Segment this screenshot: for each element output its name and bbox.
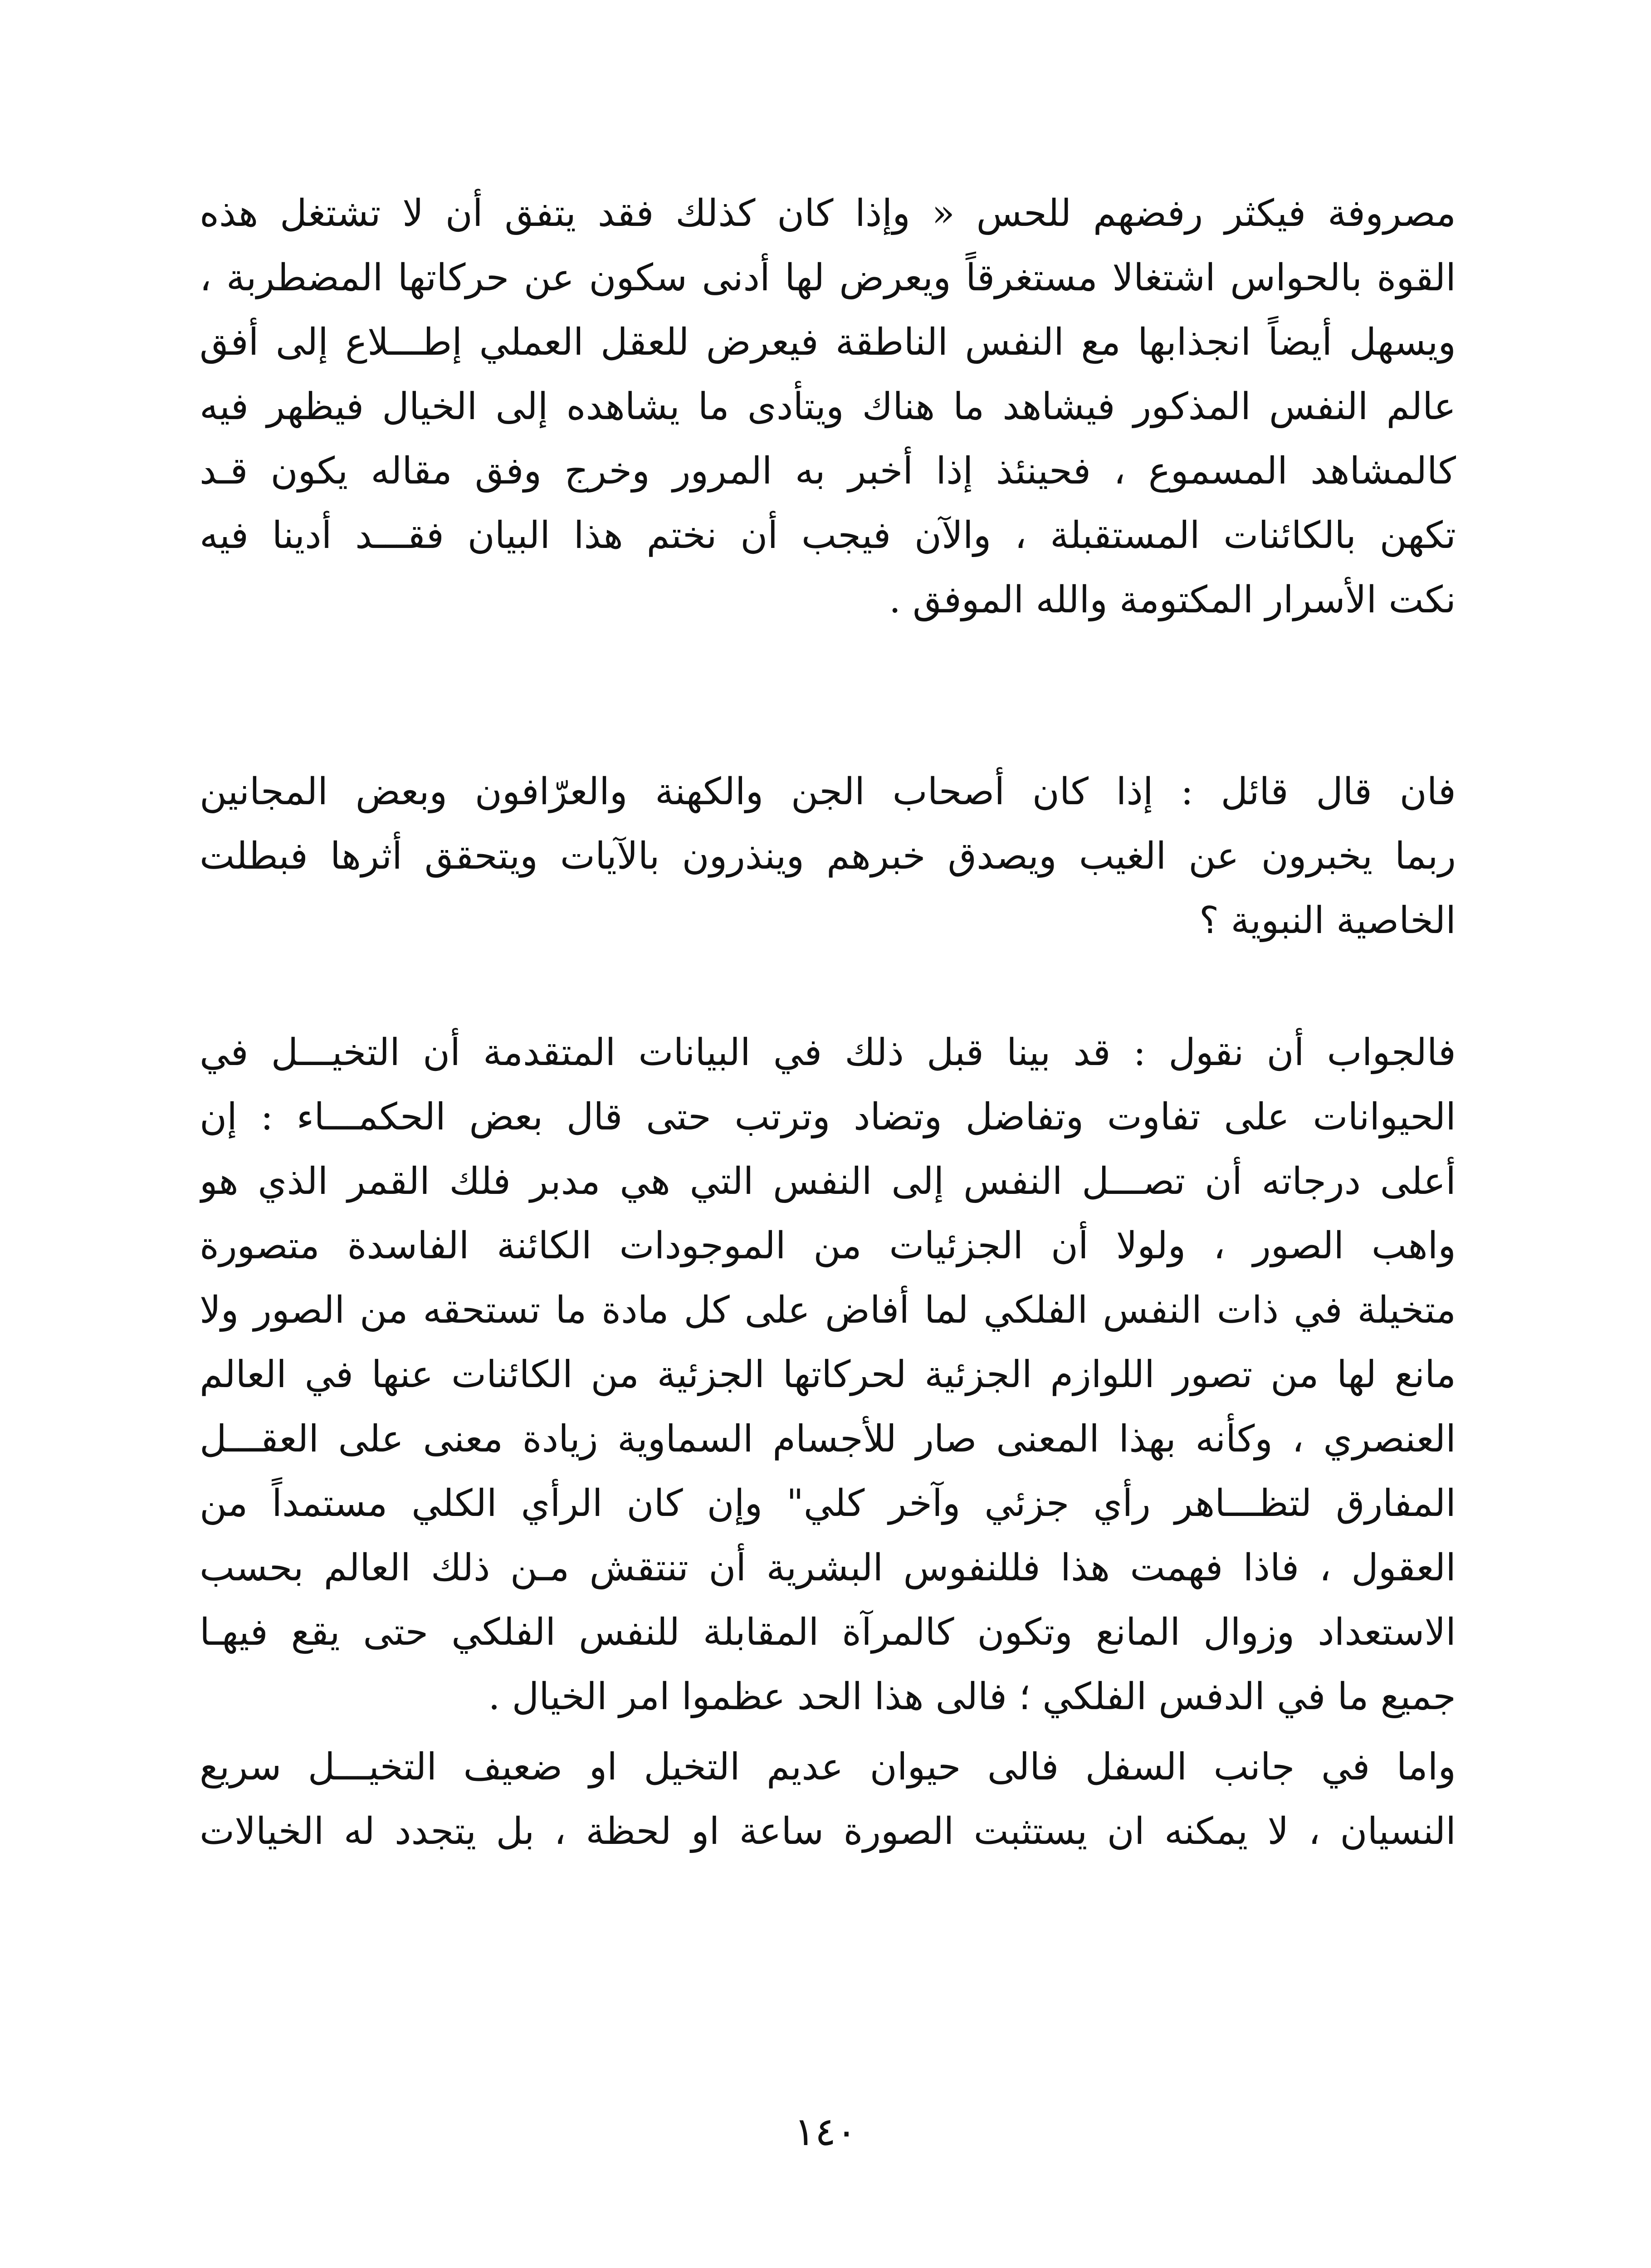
text-line: النسيان ، لا يمكنه ان يستثبت الصورة ساعة او لحظة ، بل يتجدد له الخيالات — [200, 1810, 1456, 1853]
text-line: نكت الأسرار المكتومة والله الموفق . — [889, 578, 1456, 621]
text-line: تكهن بالكائنات المستقبلة ، والآن فيجب أن نختم هذا البيان فقـــد أدينا فيه — [200, 514, 1456, 557]
text-line: متخيلة في ذات النفس الفلكي لما أفاض على كل مادة ما تستحقه من الصور ولا — [200, 1289, 1456, 1332]
text-line: ربما يخبرون عن الغيب ويصدق خبرهم وينذرون بالآيات ويتحقق أثرها فبطلت — [200, 835, 1456, 878]
paragraph-4 — [200, 1735, 1456, 1864]
text-line: مصروفة فيكثر رفضهم للحس « وإذا كان كذلك فقد يتفق أن لا تشتغل هذه — [200, 192, 1456, 235]
text-line: فان قال قائل : إذا كان أصحاب الجن والكهنة والعرّافون وبعض المجانين — [200, 770, 1456, 813]
text-line: جميع ما في الدفس الفلكي ؛ فالى هذا الحد عظموا امر الخيال . — [488, 1675, 1456, 1718]
text-line: العنصري ، وكأنه بهذا المعنى صار للأجسام السماوية زيادة معنى على العقـــل — [200, 1418, 1456, 1461]
paragraph-1 — [200, 181, 1456, 632]
text-line: مانع لها من تصور اللوازم الجزئية لحركاتها الجزئية من الكائنات عنها في العالم — [200, 1353, 1456, 1396]
paragraph-2 — [200, 760, 1456, 953]
text-line: واما في جانب السفل فالى حيوان عديم التخيل او ضعيف التخيـــل سريع — [200, 1745, 1456, 1789]
text-line: المفارق لتظـــاهر رأي جزئي وآخر كلي" وإن كان الرأي الكلي مستمداً من — [200, 1482, 1456, 1525]
page-number: ١٤٠ — [794, 2109, 857, 2155]
text-line: الاستعداد وزوال المانع وتكون كالمرآة المقابلة للنفس الفلكي حتى يقع فيهـا — [200, 1611, 1456, 1654]
text-line: أعلى درجاته أن تصـــل النفس إلى النفس التي هي مدبر فلك القمر الذي هو — [200, 1160, 1456, 1203]
text-line: الحيوانات على تفاوت وتفاضل وتضاد وترتب حتى قال بعض الحكمـــاء : إن — [200, 1095, 1456, 1139]
text-line: واهب الصور ، ولولا أن الجزئيات من الموجودات الكائنة الفاسدة متصورة — [200, 1224, 1456, 1267]
text-line: ويسهل أيضاً انجذابها مع النفس الناطقة فيعرض للعقل العملي إطـــلاع إلى أفق — [200, 321, 1456, 364]
paragraph-3 — [200, 1021, 1456, 1729]
text-line: فالجواب أن نقول : قد بينا قبل ذلك في البيانات المتقدمة أن التخيـــل في — [200, 1031, 1456, 1074]
text-line: كالمشاهد المسموع ، فحينئذ إذا أخبر به المرور وخرج وفق مقاله يكون قـد — [200, 450, 1456, 493]
text-line: القوة بالحواس اشتغالا مستغرقاً ويعرض لها أدنى سكون عن حركاتها المضطربة ، — [200, 256, 1456, 299]
text-line: الخاصية النبوية ؟ — [1199, 899, 1456, 942]
text-line: عالم النفس المذكور فيشاهد ما هناك ويتأدى ما يشاهده إلى الخيال فيظهر فيه — [200, 385, 1456, 428]
text-line: العقول ، فاذا فهمت هذا فللنفوس البشرية أن تنتقش مـن ذلك العالم بحسب — [200, 1546, 1456, 1589]
